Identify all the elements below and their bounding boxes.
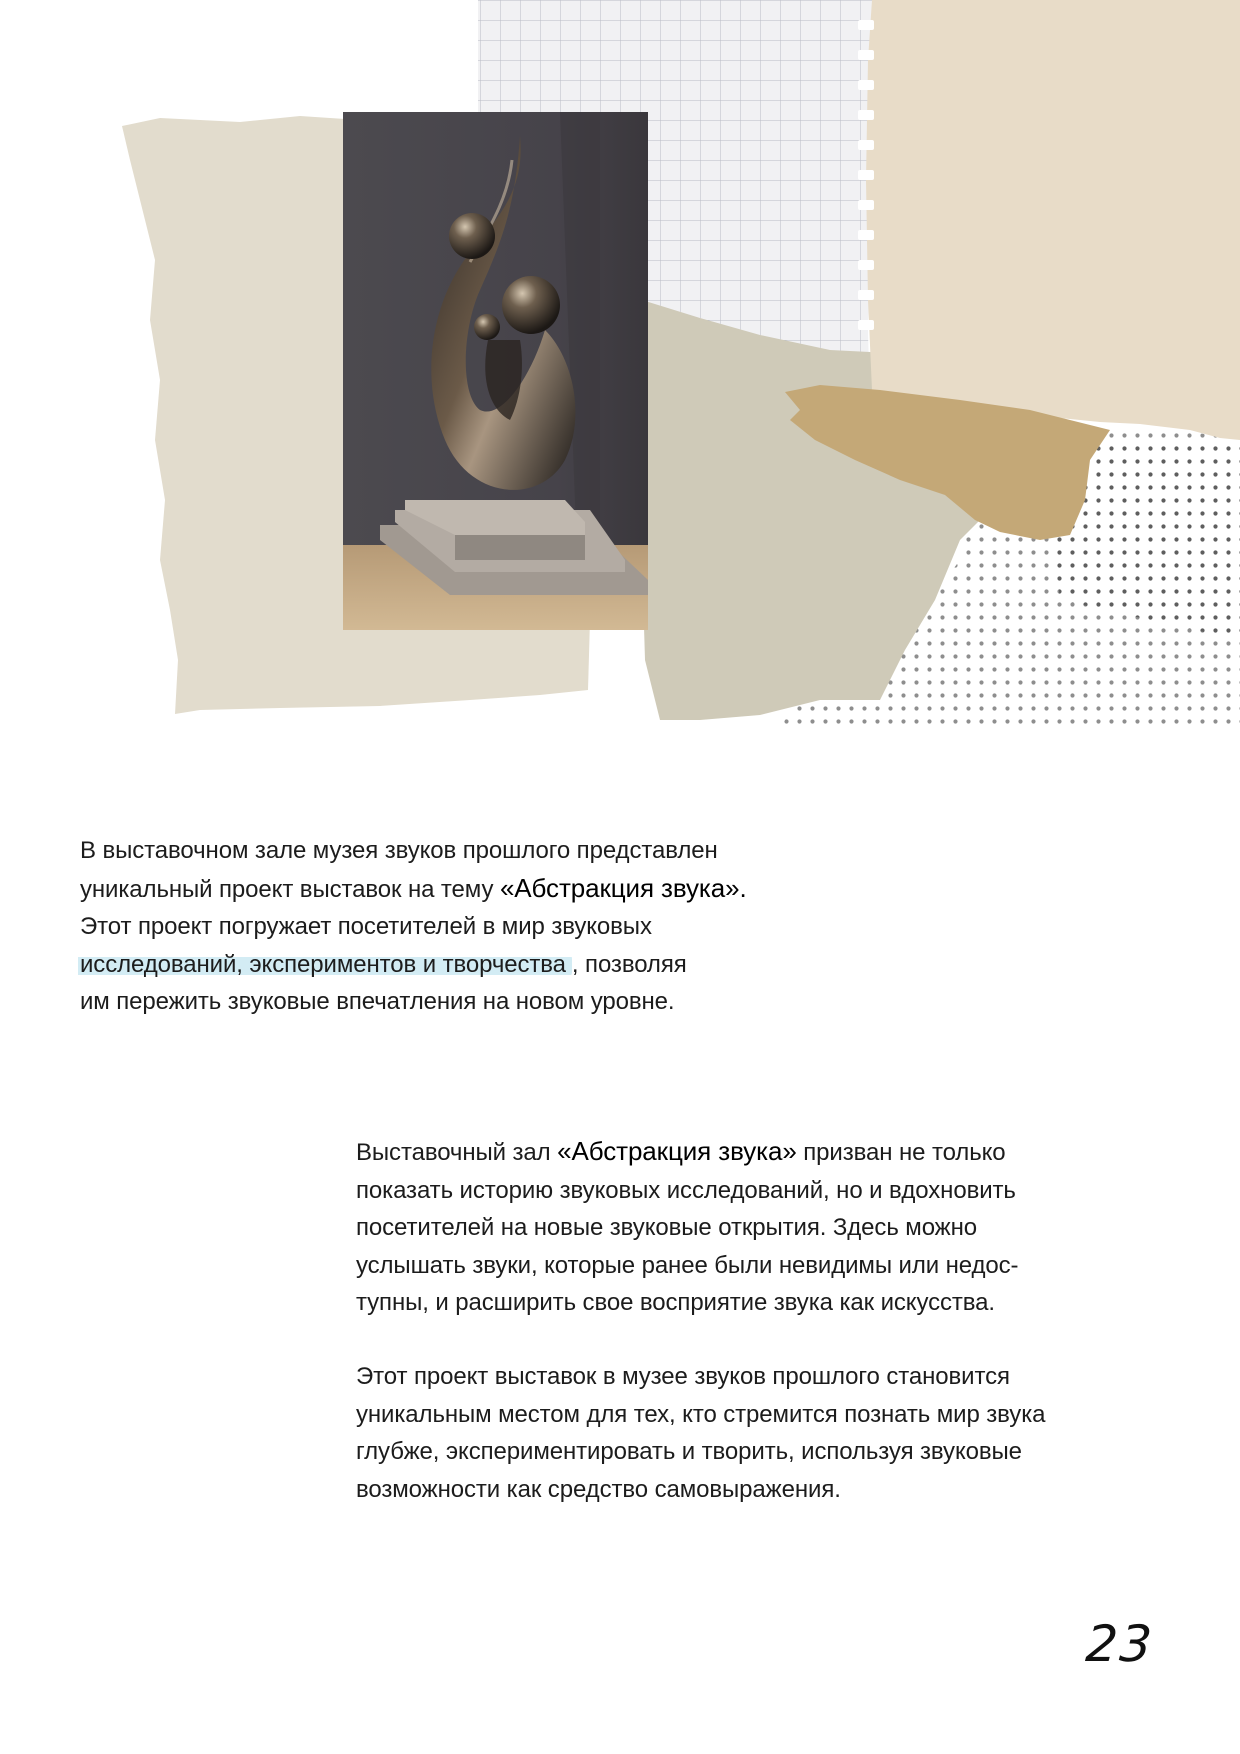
sculpture-photo [343, 112, 648, 630]
p1-line-3: Этот проект погружает посетителей в мир звуковых [80, 913, 652, 940]
page-number: 23 [1084, 1615, 1157, 1673]
notebook-paper [866, 0, 1240, 440]
p1-line-5: им пережить звуковые впечатления на новом уровне. [80, 988, 675, 1015]
p2-line-2: показать историю звуковых исследований, но и вдохновить [356, 1176, 1016, 1204]
p3-line-2: уникальным местом для тех, кто стремится познать мир звука [356, 1400, 1046, 1428]
intro-paragraph [80, 832, 880, 1021]
paper-collage [0, 0, 1240, 740]
p2-line-1-post: призван не только [796, 1139, 1006, 1166]
p1-line-2 [80, 870, 880, 909]
exhibition-title-quote: «Абстракция звука». [499, 872, 747, 903]
p3-line-4: возможности как средство самовыражения. [356, 1475, 841, 1503]
p2-line-1-pre: Выставочный зал [356, 1139, 558, 1166]
hall-title-quote: «Абстракция звука» [557, 1136, 797, 1166]
hall-paragraph [356, 1133, 1186, 1322]
closing-paragraph [356, 1358, 1186, 1508]
p1-line-4 [80, 946, 880, 984]
p3-line-3: глубже, экспериментировать и творить, используя звуковые [356, 1438, 1022, 1465]
p1-line-4-tail: , позволяя [571, 950, 687, 978]
collage-illustration [0, 0, 1240, 740]
p3-line-1: Этот проект выставок в музее звуков прошлого становится [356, 1363, 1010, 1390]
p1-line-2-text: уникальный проект выставок на тему [80, 875, 500, 903]
p2-line-5: тупны, и расширить свое восприятие звука как искусства. [356, 1289, 995, 1316]
p2-line-3: посетителей на новые звуковые открытия. Здесь можно [356, 1214, 978, 1241]
p2-line-4: услышать звуки, которые ранее были невидимы или недос- [356, 1251, 1019, 1279]
p1-line-1: В выставочном зале музея звуков прошлого представлен [80, 837, 718, 864]
p2-line-1 [356, 1133, 1186, 1172]
highlighted-phrase: исследований, экспериментов и творчества [78, 951, 572, 978]
